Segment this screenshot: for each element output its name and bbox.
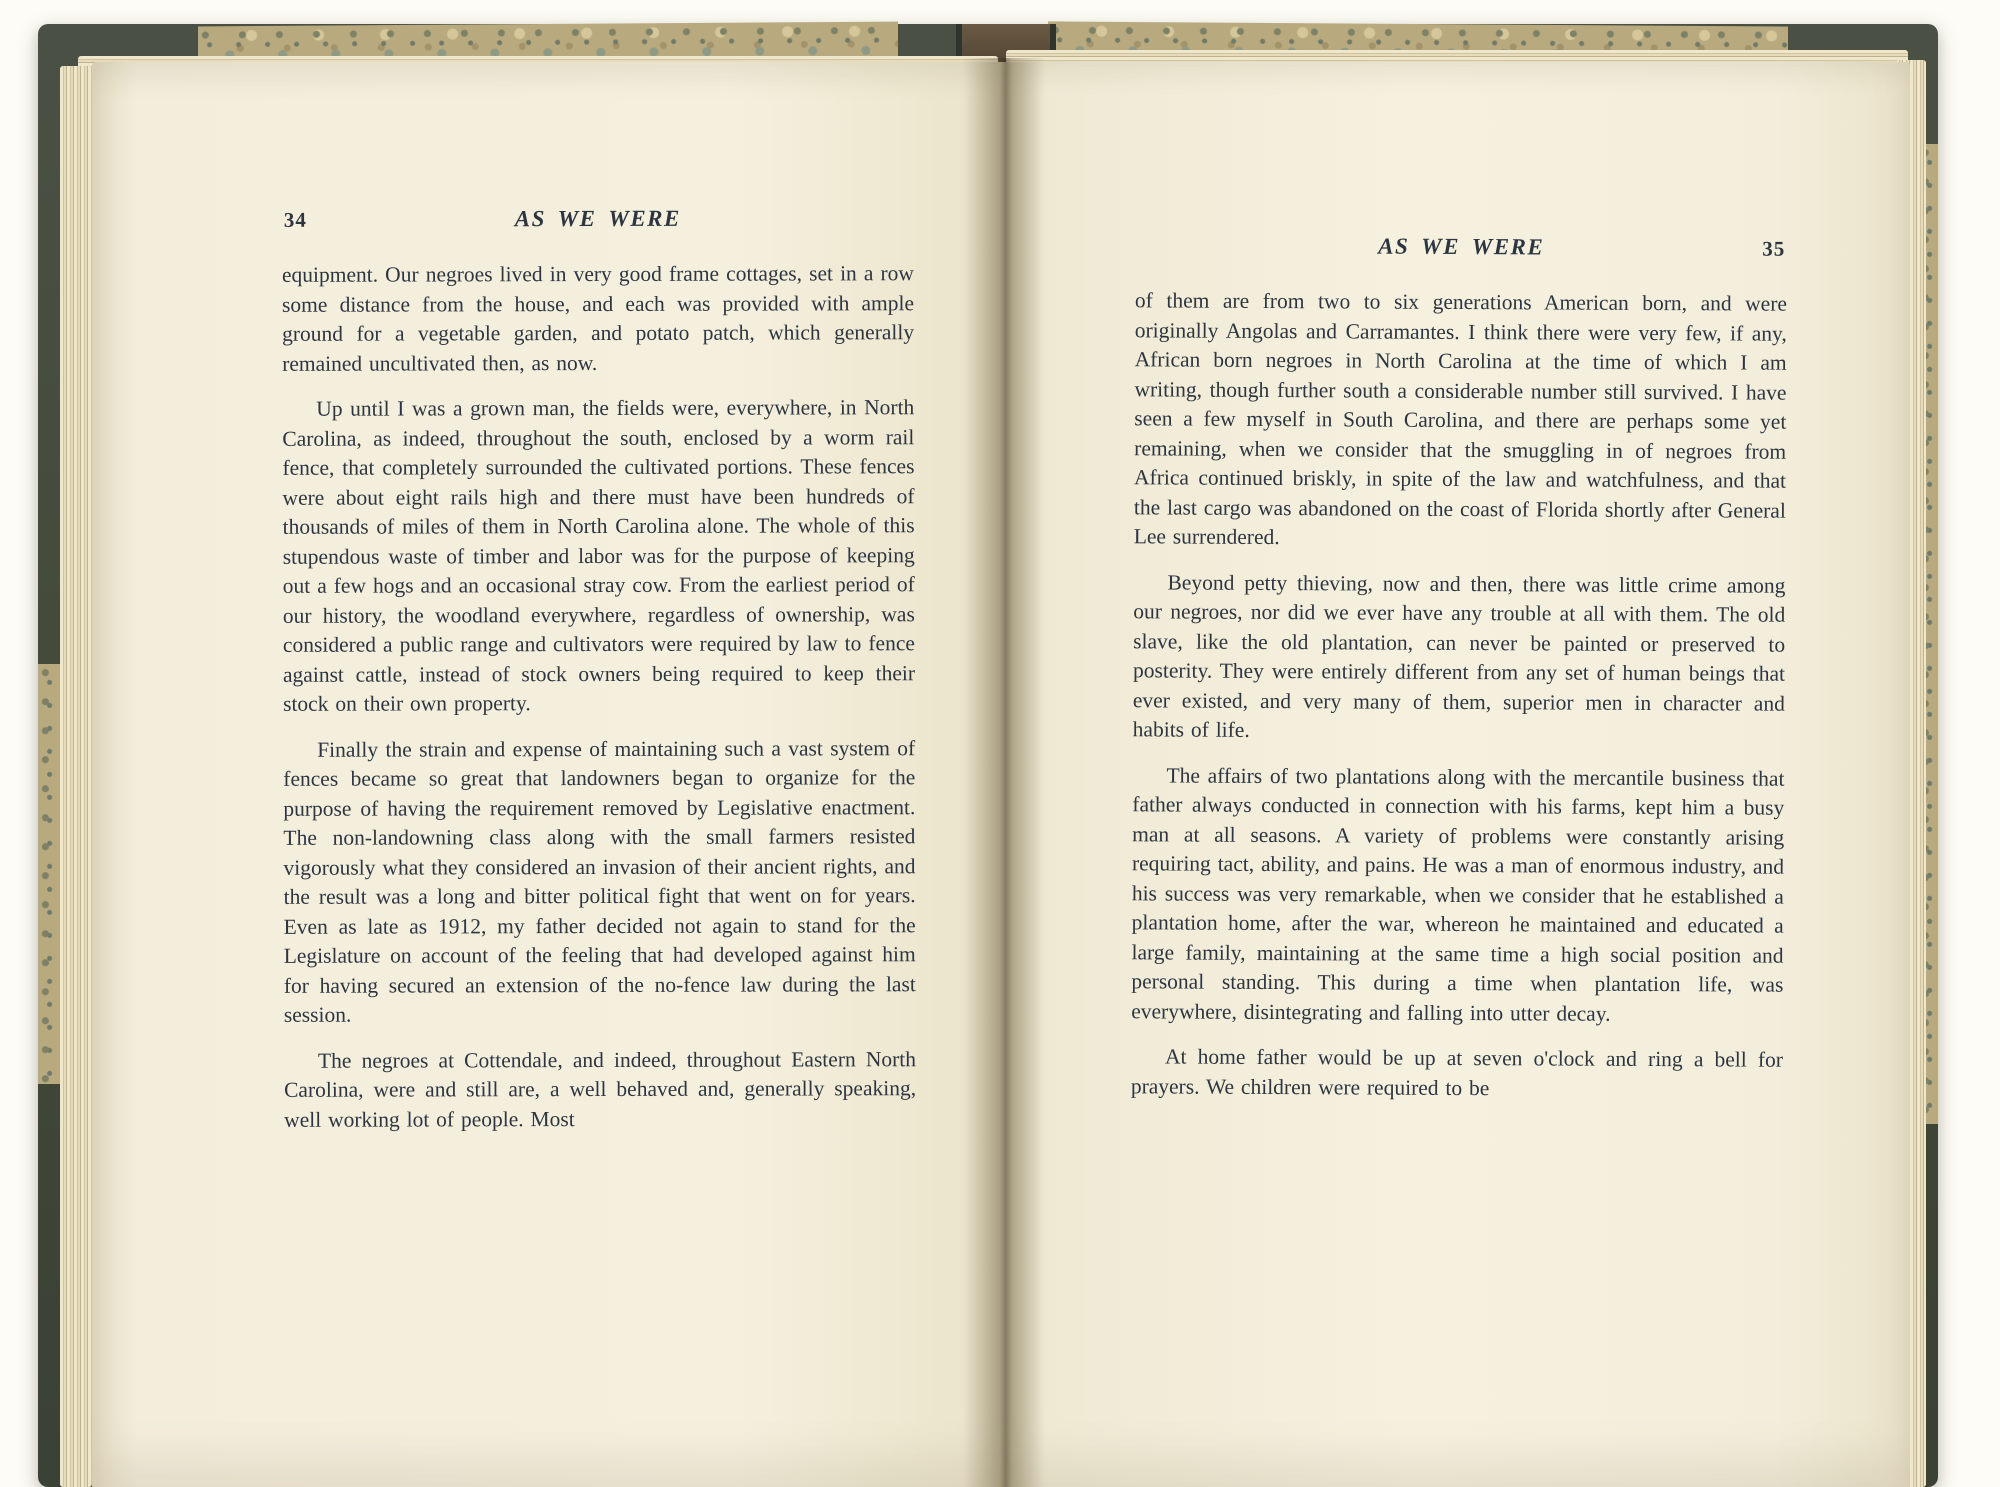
left-page-text <box>282 205 916 1151</box>
paragraph: Beyond petty thieving, now and then, there was little crime among our negroes, nor did we ever have any trouble at all with them. The old slave, like the old plantation, can never be painted or preserved to posterity. They were entirely different from any set of human beings that ever existed, and very many of them, superior men in character and habits of life. <box>1132 569 1786 742</box>
paragraph: The affairs of two plantations along with the mercantile business that father always conducted in connection with his farms, kept him a busy man at all seasons. A variety of problems were constantly arising requiring tact, ability, and pains. He was a man of enormous industry, and his success was very remarkable, when we consider that he established a plantation home, after the war, whereon he maintained and educated a large family, maintaining at the same time a high social position and personal standing. This during a time when plantation life, was everywhere, disintegrating and falling into utter decay. <box>1131 762 1785 1026</box>
page-body <box>282 259 916 1135</box>
right-page-text <box>1131 232 1788 1120</box>
page-body <box>1131 286 1787 1104</box>
page-number: 34 <box>283 207 307 232</box>
running-head <box>1135 232 1787 265</box>
gutter-shadow <box>962 58 1046 1487</box>
running-title: AS WE WERE <box>1378 233 1545 260</box>
marbled-paper-edge <box>38 664 62 1084</box>
running-title: AS WE WERE <box>514 205 681 232</box>
paragraph: Finally the strain and expense of maintaining such a vast system of fences became so great that landowners began to organize for the purpose of having the requirement removed by Legislative enactment. The non-landowning class along with the small farmers resisted vigorously what they considered an invasion of their ancient rights, and the result was a long and bitter political fight that went on for years. Even as late as 1912, my father decided not again to stand for the Legislature on account of the feeling that had developed against him for having secured an extension of the no-fence law during the last session. <box>283 735 916 1027</box>
page-number: 35 <box>1762 236 1786 261</box>
paragraph: The negroes at Cottendale, and indeed, throughout Eastern North Carolina, were and still are, a well behaved and, generally speaking, well working lot of people. Most <box>284 1046 917 1132</box>
paragraph: of them are from two to six generations American born, and were originally Angolas and Carramantes. I think there were very few, if any, African born negroes in North Carolina at the time of which I am writing, though further south a considerable number still survived. I have seen a few myself in South Carolina, and there are perhaps some yet remaining, when we consider that the smuggling in of negroes from Africa continued briskly, in spite of the law and watchfulness, and that the last cargo was abandoned on the coast of Florida shortly after General Lee surrendered. <box>1133 288 1788 550</box>
paragraph: At home father would be up at seven o'clock and ring a bell for prayers. We children were required to be <box>1130 1044 1784 1100</box>
paragraph: Up until I was a grown man, the fields were, everywhere, in North Carolina, as indeed, throughout the south, enclosed by a worm rail fence, that completely surrounded the cultivated portions. These fences were about eight rails high and there must have been hundreds of thousands of miles of them in North Carolina alone. The whole of this stupendous waste of timber and labor was for the purpose of keeping out a few hogs and an occasional stray cow. From the earliest period of our history, the woodland everywhere, regardless of ownership, was considered a public range and cultivators were required by law to fence against cattle, instead of stock owners being required to keep their stock on their own property. <box>282 395 916 716</box>
paragraph: equipment. Our negroes lived in very good frame cottages, set in a row some distance from the house, and each was provided with ample ground for a vegetable garden, and potato patch, which generally remained uncultivated then, as now. <box>281 261 915 376</box>
page-edge-stack <box>60 66 92 1487</box>
running-head <box>282 205 914 237</box>
